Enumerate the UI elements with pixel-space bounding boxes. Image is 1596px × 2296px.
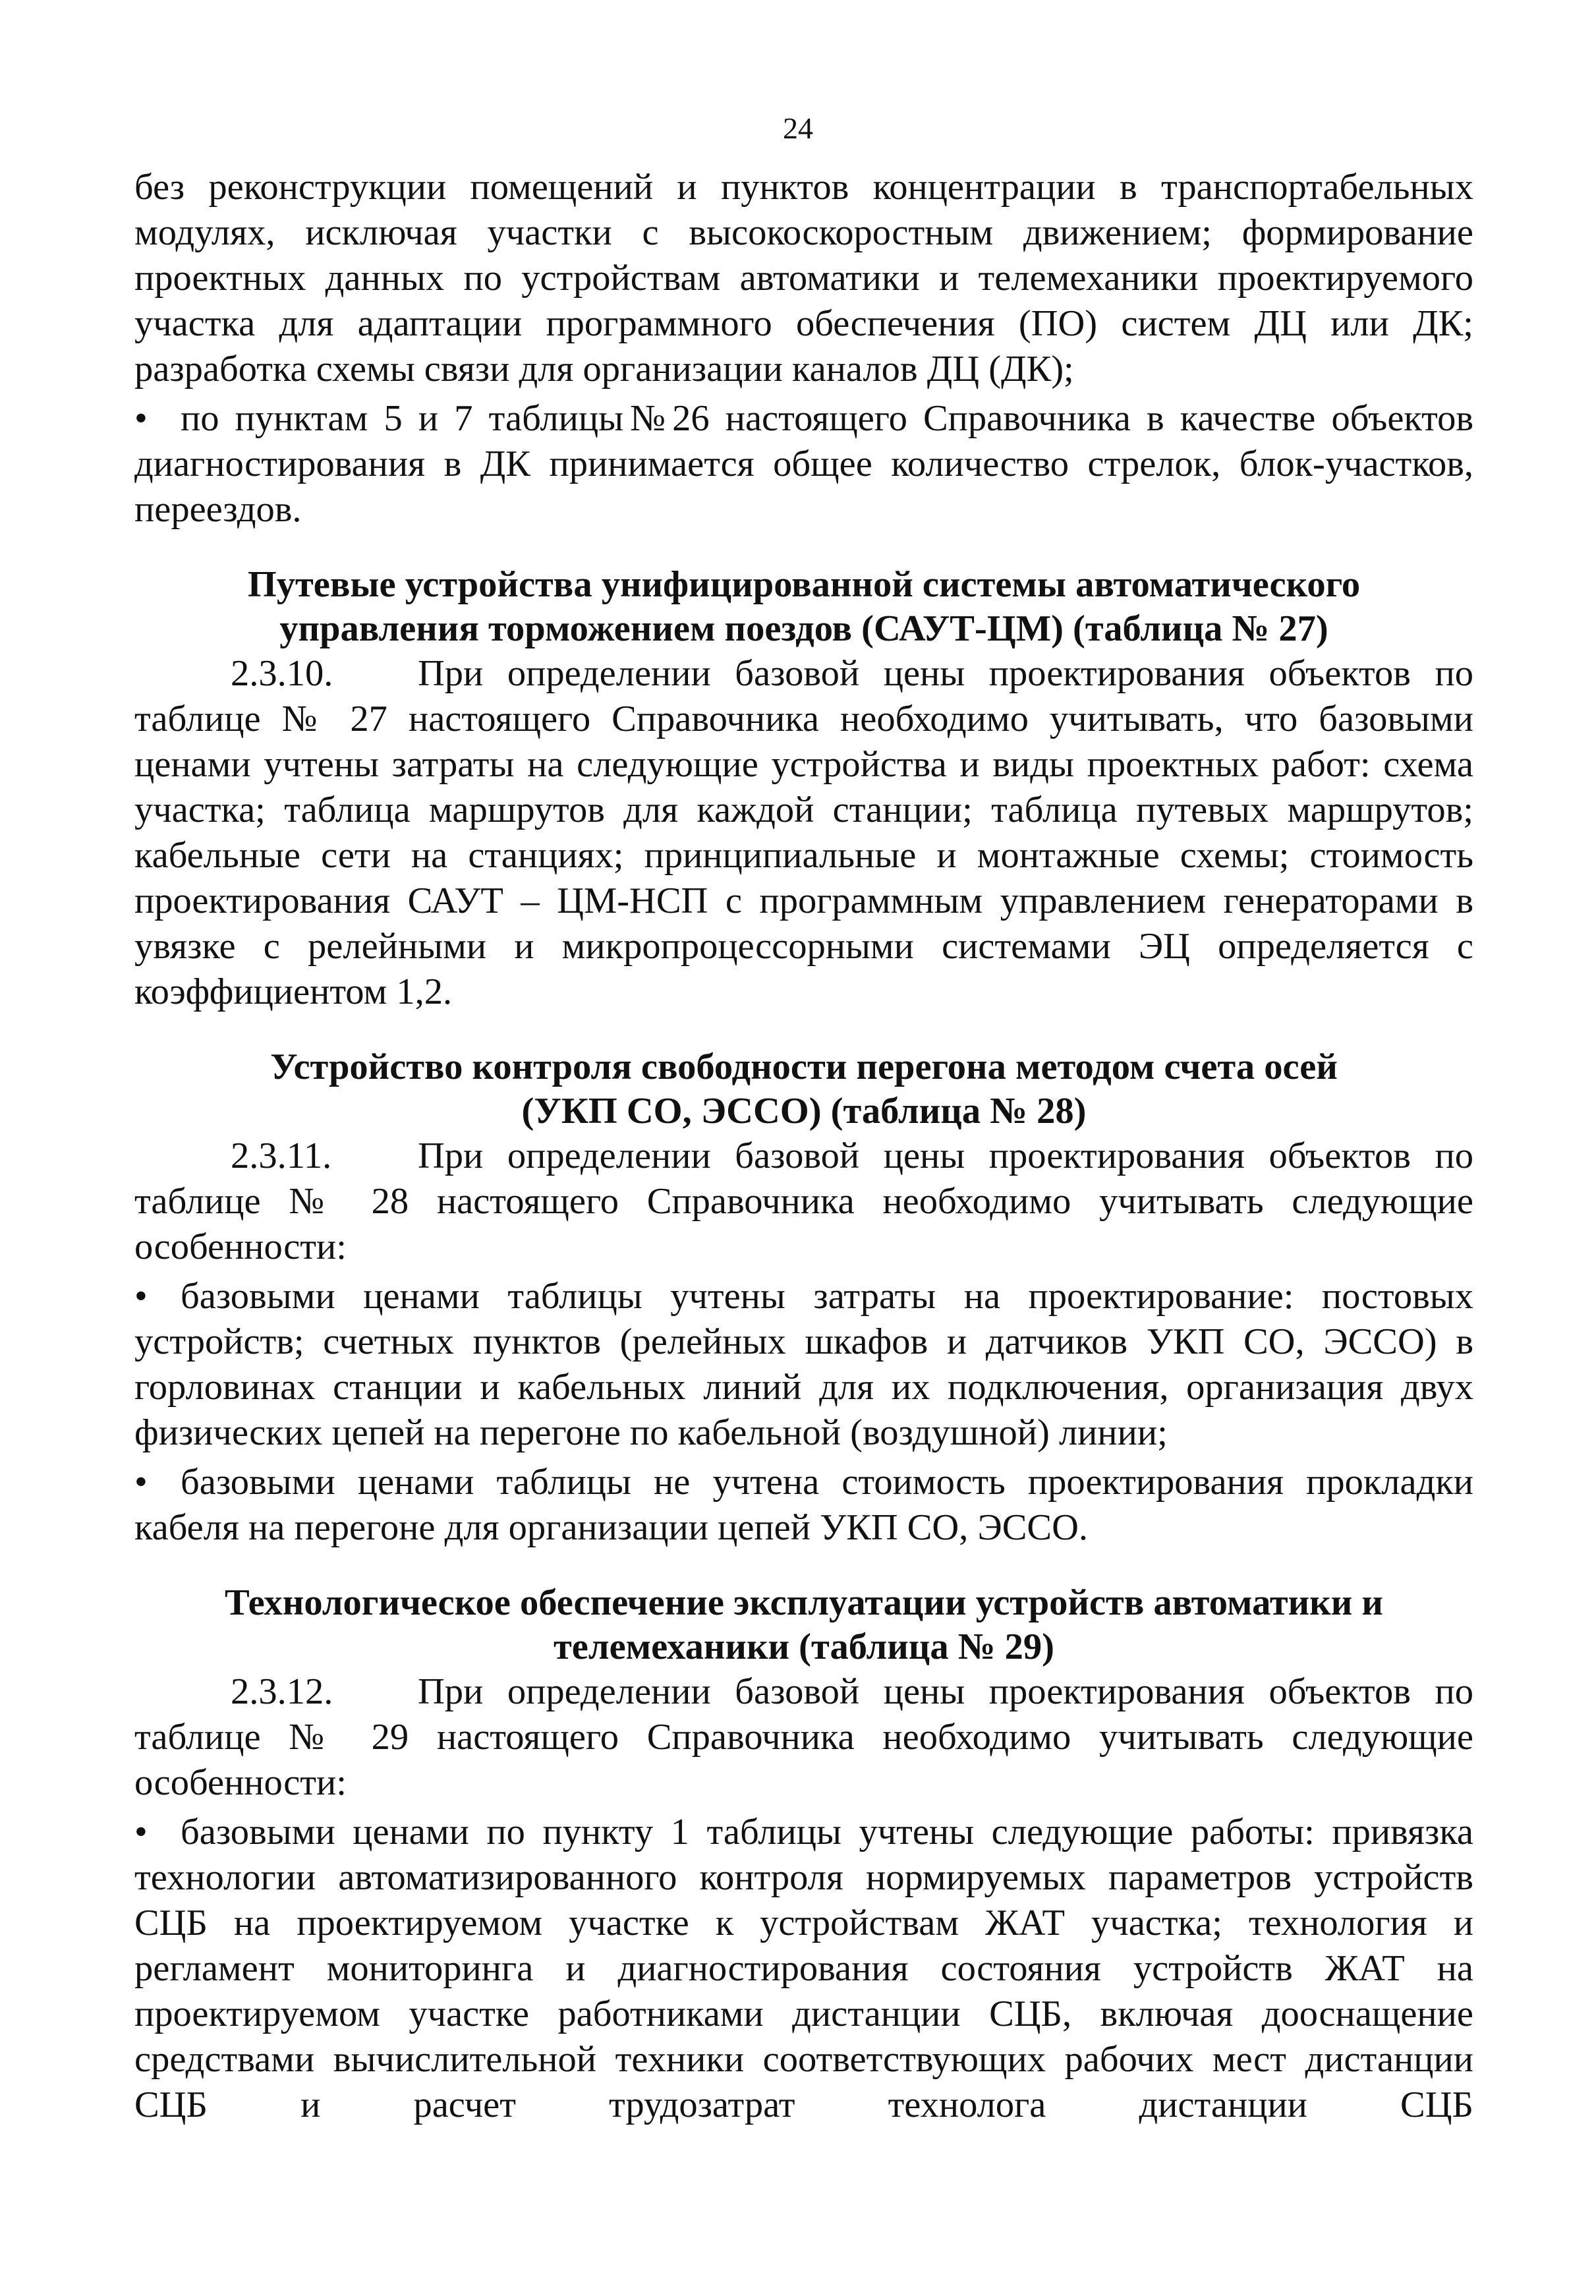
bullet-text: базовыми ценами таблицы учтены затраты на проектирование: постовых устройств; счетных пунктов (релейных шкафов и датчиков УКП СО, ЭССО) в горловинах станции и кабельных линий для их подключения, организация двух физических цепей на перегоне по кабельной (воздушной) линии; <box>134 1276 1473 1453</box>
section-heading-line: телемеханики (таблица № 29) <box>554 1626 1054 1667</box>
page-number: 24 <box>783 111 813 145</box>
section-heading <box>134 1581 1473 1669</box>
bullet-item <box>134 1810 1473 2128</box>
bullet-icon: • <box>134 1276 148 1317</box>
clause-text: При определении базовой цены проектирования объектов по таблице № 28 настоящего Справочника необходимо учитывать следующие особенности: <box>134 1135 1473 1267</box>
bullet-icon: • <box>134 398 148 439</box>
paragraph-continuation: без реконструкции помещений и пунктов концентрации в транспортабельных модулях, исключая участки с высокоскоростным движением; формирование проектных данных по устройствам автоматики и телемеханики проектируемого участка для адаптации программного обеспечения (ПО) систем ДЦ или ДК; разработка схемы связи для организации каналов ДЦ (ДК); <box>134 167 1473 389</box>
clause-number: 2.3.10. <box>231 653 333 694</box>
section-heading-line: Устройство контроля свободности перегона методом счета осей <box>270 1047 1338 1087</box>
bullet-item <box>134 1460 1473 1551</box>
clause-number: 2.3.11. <box>231 1135 332 1176</box>
section-heading <box>134 1045 1473 1134</box>
bullet-icon: • <box>134 1812 148 1852</box>
clause-text: При определении базовой цены проектирования объектов по таблице № 27 настоящего Справочника необходимо учитывать, что базовыми ценами учтены затраты на следующие устройства и виды проектных работ: схема участка; таблица маршрутов для каждой станции; таблица путевых маршрутов; кабельные сети на станциях; принципиальные и монтажные схемы; стоимость проектирования САУТ – ЦМ-НСП с программным управлением генераторами в увязке с релейными и микропроцессорными системами ЭЦ определяется с коэффициентом 1,2. <box>134 653 1473 1012</box>
section-heading-line: Путевые устройства унифицированной системы автоматического <box>247 564 1361 605</box>
numbered-paragraph <box>134 651 1473 1015</box>
section-heading-line: Технологическое обеспечение эксплуатации устройств автоматики и <box>225 1582 1383 1623</box>
section-heading-line: (УКП СО, ЭССО) (таблица № 28) <box>521 1091 1087 1132</box>
clause-number: 2.3.12. <box>231 1671 333 1712</box>
numbered-paragraph <box>134 1669 1473 1806</box>
numbered-paragraph <box>134 1134 1473 1270</box>
bullet-icon: • <box>134 1462 148 1503</box>
bullet-text: базовыми ценами по пункту 1 таблицы учтены следующие работы: привязка технологии автоматизированного контроля нормируемых параметров устройств СЦБ на проектируемом участке к устройствам ЖАТ участка; технология и регламент мониторинга и диагностирования состояния устройств ЖАТ на проектируемом участке работниками дистанции СЦБ, включая дооснащение средствами вычислительной техники соответствующих рабочих мест дистанции СЦБ и расчет трудозатрат технолога дистанции СЦБ <box>134 1812 1473 2125</box>
bullet-item <box>134 396 1473 532</box>
bullet-text: по пунктам 5 и 7 таблицы№26 настоящего Справочника в качестве объектов диагностирования в ДК принимается общее количество стрелок, блок-участков, переездов. <box>134 398 1473 530</box>
bullet-text: базовыми ценами таблицы не учтена стоимость проектирования прокладки кабеля на перегоне для организации цепей УКП СО, ЭССО. <box>134 1462 1473 1548</box>
bullet-item <box>134 1274 1473 1456</box>
section-heading <box>134 563 1473 651</box>
document-body <box>134 165 1473 2132</box>
section-heading-line: управления торможением поездов (САУТ-ЦМ) (таблица № 27) <box>279 608 1328 649</box>
clause-text: При определении базовой цены проектирования объектов по таблице № 29 настоящего Справочника необходимо учитывать следующие особенности: <box>134 1671 1473 1803</box>
